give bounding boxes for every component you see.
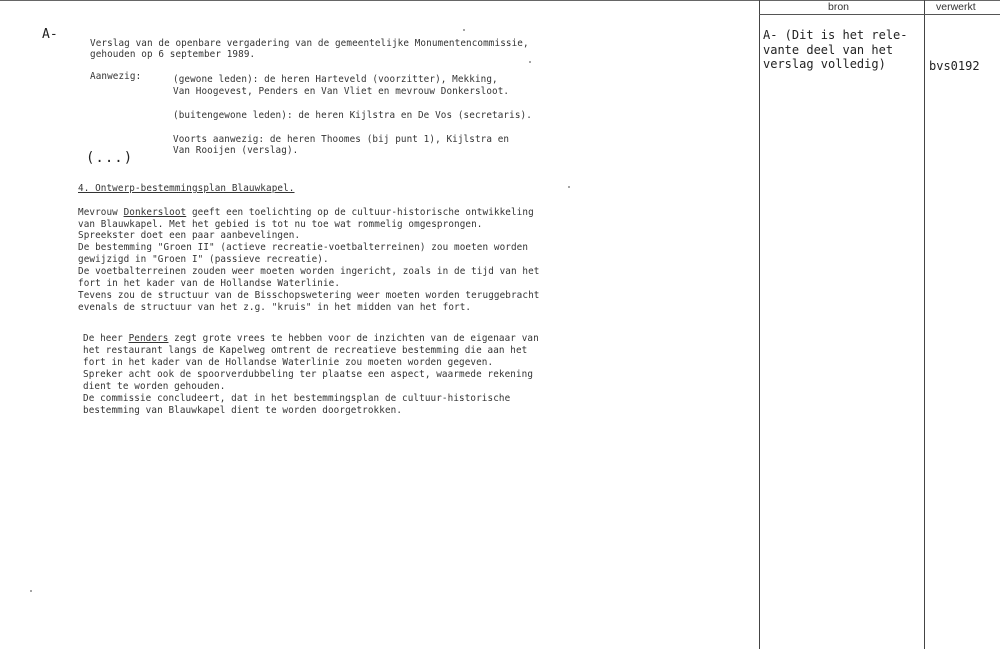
- para1-line-4: De bestemming "Groen II" (actieve recreatie-voetbalterreinen) zou moeten worden: [78, 242, 529, 253]
- para1-line-9: evenals de structuur van het z.g. "kruis" in het midden van het fort.: [78, 302, 472, 313]
- para1-line-7: fort in het kader van de Hollandse Waterlinie.: [78, 278, 341, 289]
- intro-line-1: Verslag van de openbare vergadering van de gemeentelijke Monumentencommissie,: [90, 38, 529, 49]
- para1-line-8: Tevens zou de structuur van de Bisschopswetering weer moeten worden teruggebracht: [78, 290, 540, 301]
- scan-speck: [463, 29, 465, 31]
- scan-speck: [568, 186, 570, 188]
- side-column-border-left: [759, 0, 760, 649]
- para2-line-2: het restaurant langs de Kapelweg omtrent de recreatieve bestemming die aan het: [83, 345, 528, 356]
- intro-line-2: gehouden op 6 september 1989.: [90, 49, 256, 60]
- attendance-regular-1: (gewone leden): de heren Harteveld (voorzitter), Mekking,: [173, 74, 498, 85]
- speaker-name-donkersloot: Donkersloot: [123, 207, 187, 218]
- source-note-line-2: vante deel van het: [763, 43, 894, 57]
- top-rule: [0, 0, 1000, 1]
- para2-line-3: fort in het kader van de Hollandse Waterlinie zou moeten worden gegeven.: [83, 357, 494, 368]
- section-heading: 4. Ontwerp-bestemmingsplan Blauwkapel.: [78, 183, 295, 194]
- speaker-name-penders: Penders: [128, 333, 169, 344]
- para2-line-5: dient te worden gehouden.: [83, 381, 226, 392]
- column-header-bron: bron: [828, 1, 850, 13]
- processed-code: bvs0192: [929, 59, 980, 73]
- para1-line-6: De voetbalterreinen zouden weer moeten worden ingericht, zoals in de tijd van het: [78, 266, 540, 277]
- para1-lead: Mevrouw: [78, 207, 124, 218]
- para2-line-1: [83, 333, 539, 345]
- attendance-label: Aanwezig:: [90, 71, 142, 82]
- attendance-also-1: Voorts aanwezig: de heren Thoomes (bij punt 1), Kijlstra en: [173, 134, 510, 145]
- para2-line-4: Spreker acht ook de spoorverdubbeling ter plaatse een aspect, waarmede rekening: [83, 369, 534, 380]
- attendance-also-2: Van Rooijen (verslag).: [173, 145, 299, 156]
- para2-line-1-rest: zegt grote vrees te hebben voor de inzichten van de eigenaar van: [168, 333, 539, 344]
- scan-speck: [30, 590, 32, 592]
- source-note-line-3: verslag volledig): [763, 57, 886, 71]
- para2-lead: De heer: [83, 333, 129, 344]
- margin-ellipsis: (...): [86, 150, 134, 166]
- column-header-verwerkt: verwerkt: [936, 1, 976, 13]
- para1-line-1: [78, 207, 534, 219]
- source-note-line-1: A- (Dit is het rele-: [763, 28, 908, 42]
- side-header-rule: [759, 14, 1000, 15]
- side-column-divider: [924, 0, 925, 649]
- para2-line-7: bestemming van Blauwkapel dient te worden doorgetrokken.: [83, 405, 403, 416]
- para2-line-6: De commissie concludeert, dat in het bestemmingsplan de cultuur-historische: [83, 393, 511, 404]
- para1-line-2: van Blauwkapel. Met het gebied is tot nu toe wat rommelig omgesprongen.: [78, 219, 483, 230]
- attendance-regular-2: Van Hoogevest, Penders en Van Vliet en mevrouw Donkersloot.: [173, 86, 510, 97]
- para1-line-1-rest: geeft een toelichting op de cultuur-historische ontwikkeling: [186, 207, 534, 218]
- para1-line-3: Spreekster doet een paar aanbevelingen.: [78, 230, 301, 241]
- attendance-extra: (buitengewone leden): de heren Kijlstra en De Vos (secretaris).: [173, 110, 532, 121]
- para1-line-5: gewijzigd in "Groen I" (passieve recreatie).: [78, 254, 329, 265]
- scan-speck: [529, 61, 531, 63]
- margin-label-a: A-: [42, 27, 58, 42]
